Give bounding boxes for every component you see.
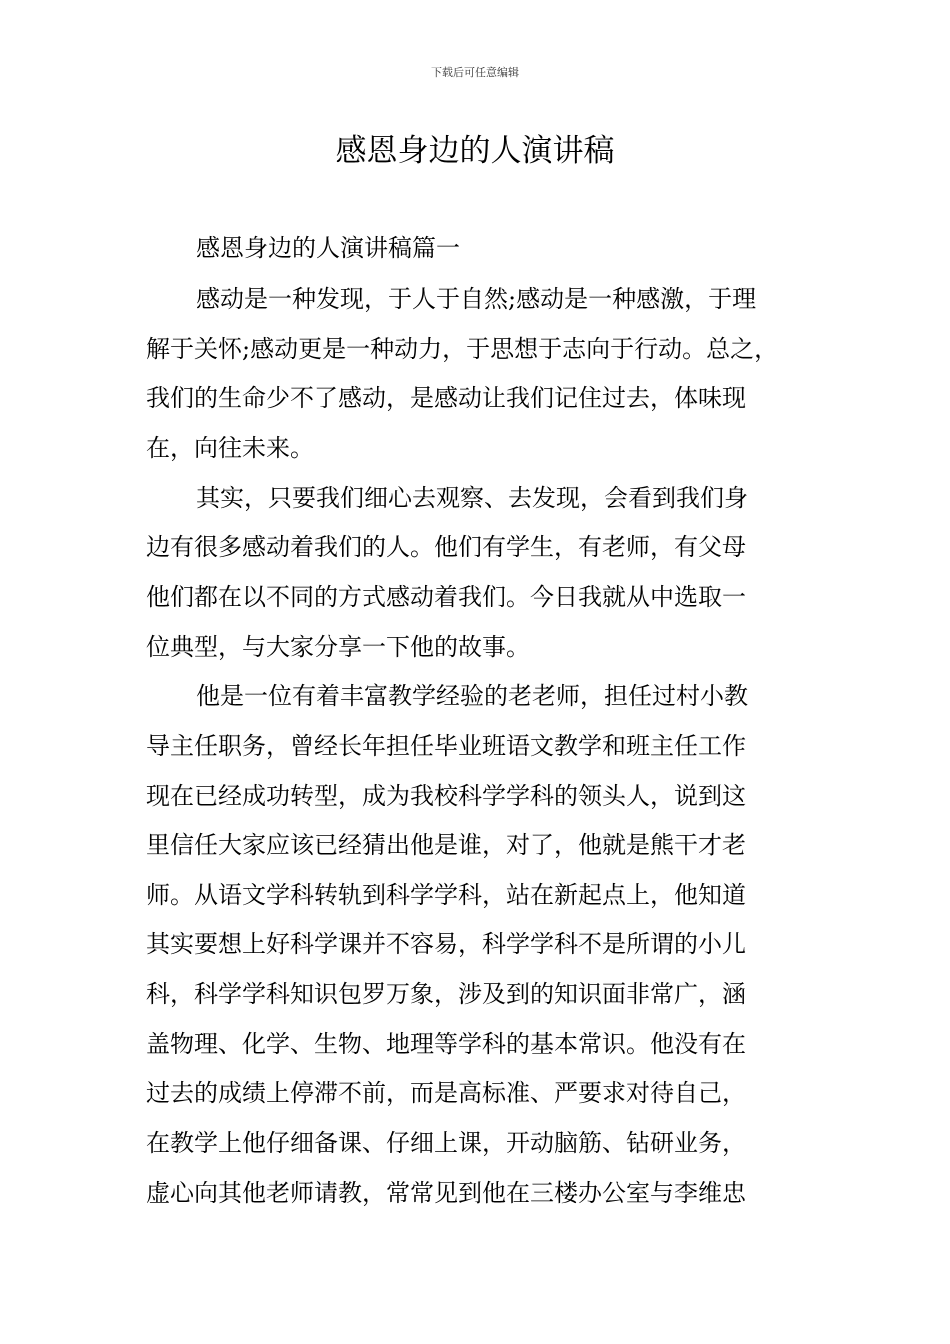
paragraph-line: 其实要想上好科学课并不容易，科学学科不是所谓的小儿 [146, 930, 746, 958]
paragraph-line: 师。从语文学科转轨到科学学科，站在新起点上，他知道 [146, 881, 746, 909]
paragraph-line: 在，向往未来。 [146, 434, 314, 462]
paragraph-line: 他是一位有着丰富教学经验的老老师，担任过村小教 [196, 682, 748, 710]
paragraph-line: 我们的生命少不了感动，是感动让我们记住过去，体味现 [146, 384, 746, 412]
paragraph-line: 科，科学学科知识包罗万象，涉及到的知识面非常广，涵 [146, 980, 746, 1008]
paragraph-line: 边有很多感动着我们的人。他们有学生，有老师，有父母 [146, 533, 746, 561]
paragraph-line: 他们都在以不同的方式感动着我们。今日我就从中选取一 [146, 583, 746, 611]
paragraph-line: 在教学上他仔细备课、仔细上课，开动脑筋、钻研业务， [146, 1129, 746, 1157]
paragraph-line: 现在已经成功转型，成为我校科学学科的领头人，说到这 [146, 782, 746, 810]
section-heading: 感恩身边的人演讲稿篇一 [196, 234, 460, 262]
paragraph-line: 位典型，与大家分享一下他的故事。 [146, 633, 530, 661]
paragraph-line: 里信任大家应该已经猜出他是谁，对了，他就是熊干才老 [146, 831, 746, 859]
header-note: 下载后可任意编辑 [431, 66, 519, 79]
paragraph-line: 解于关怀;感动更是一种动力，于思想于志向于行动。总之， [146, 335, 779, 363]
paragraph-line: 虚心向其他老师请教，常常见到他在三楼办公室与李维忠 [146, 1179, 746, 1207]
document-title: 感恩身边的人演讲稿 [335, 133, 615, 169]
paragraph-line: 导主任职务，曾经长年担任毕业班语文教学和班主任工作 [146, 732, 746, 760]
paragraph-line: 过去的成绩上停滞不前，而是高标准、严要求对待自己， [146, 1079, 746, 1107]
paragraph-line: 感动是一种发现，于人于自然;感动是一种感激，于理 [196, 285, 757, 313]
paragraph-line: 其实，只要我们细心去观察、去发现，会看到我们身 [196, 484, 748, 512]
paragraph-line: 盖物理、化学、生物、地理等学科的基本常识。他没有在 [146, 1030, 746, 1058]
